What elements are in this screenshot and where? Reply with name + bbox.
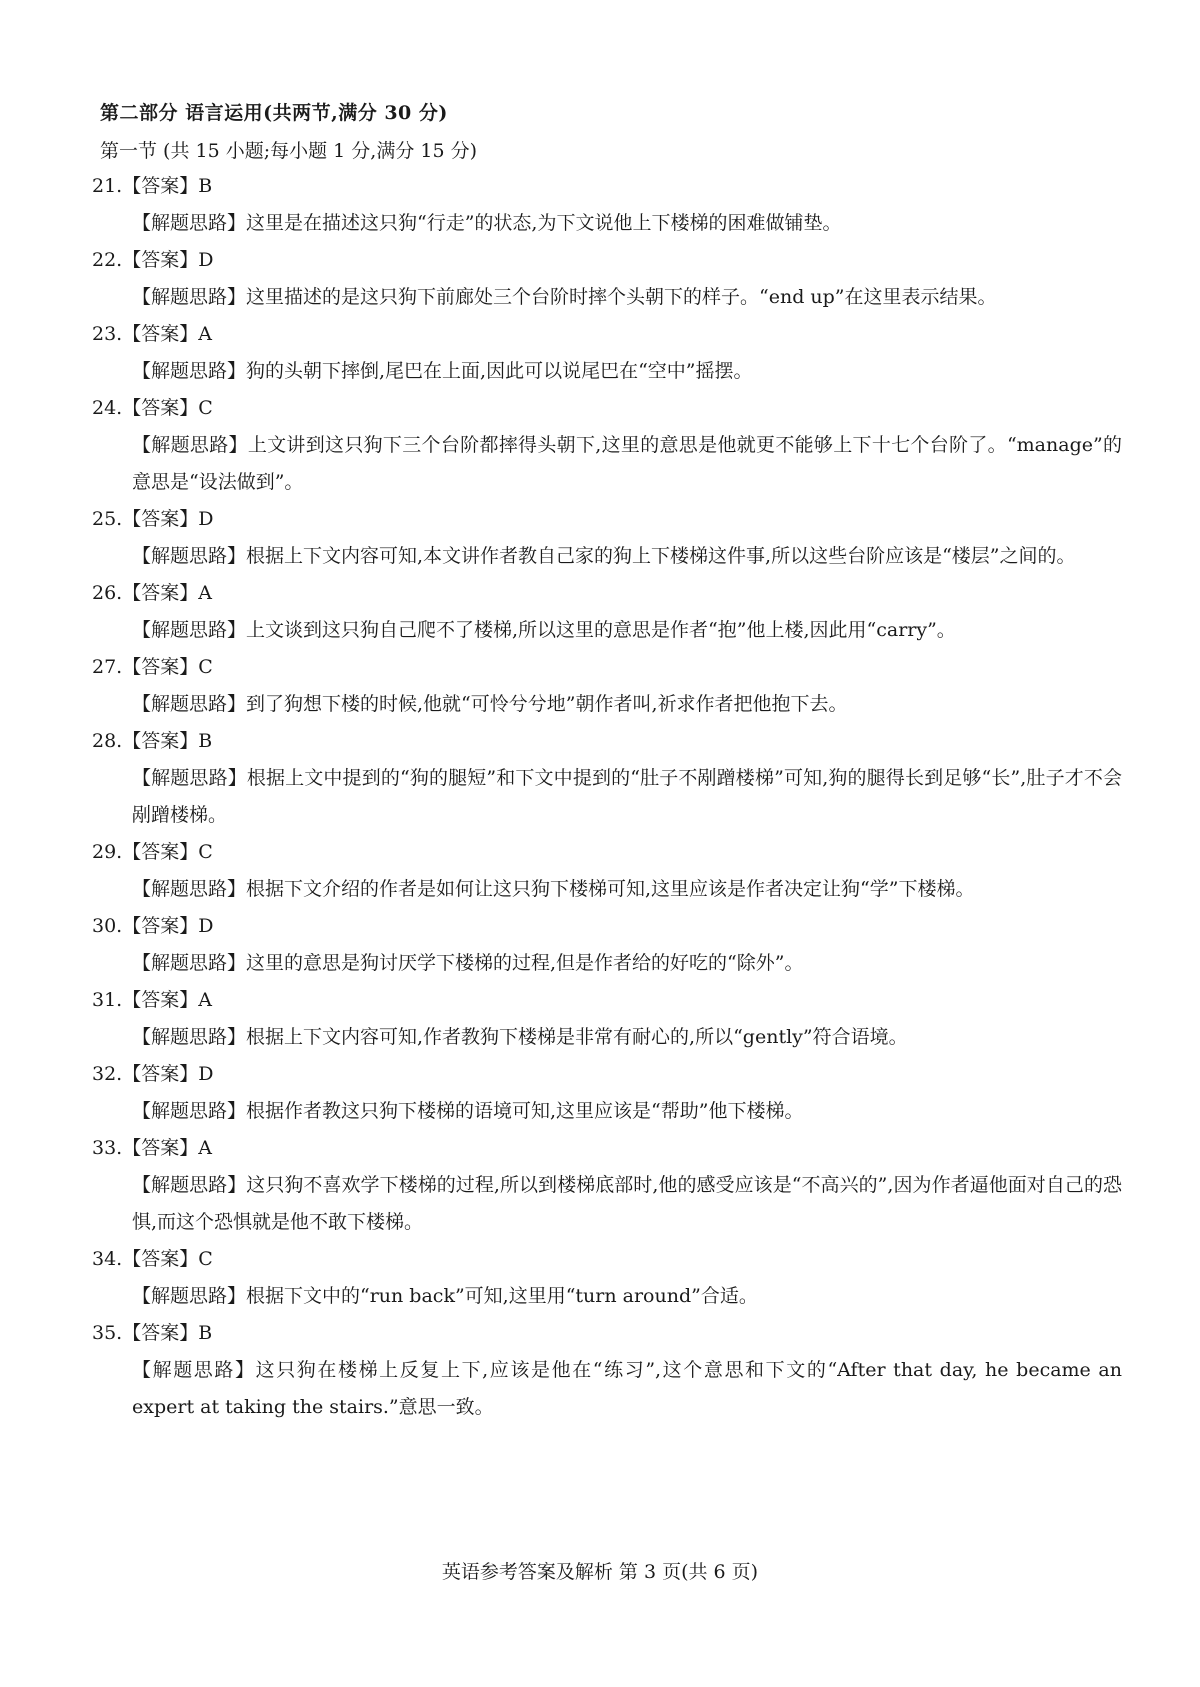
answer-list [92, 168, 1122, 1426]
answer-label: 28.【答案】B [92, 730, 213, 752]
part-title: 第二部分 语言运用(共两节,满分 30 分) [100, 102, 448, 124]
answer-explanation: 【解题思路】上文谈到这只狗自己爬不了楼梯,所以这里的意思是作者“抱”他上楼,因此用“carry”。 [132, 619, 956, 641]
answer-item-32 [92, 1056, 1122, 1130]
section-title: 第一节 (共 15 小题;每小题 1 分,满分 15 分) [100, 140, 477, 162]
answer-explanation: 【解题思路】根据下文介绍的作者是如何让这只狗下楼梯可知,这里应该是作者决定让狗“学”下楼梯。 [132, 878, 975, 900]
answer-label: 27.【答案】C [92, 656, 213, 678]
answer-label: 33.【答案】A [92, 1137, 212, 1159]
answer-label: 34.【答案】C [92, 1248, 213, 1270]
answer-item-25 [92, 501, 1122, 575]
answer-label: 26.【答案】A [92, 582, 212, 604]
answer-explanation: 【解题思路】这只狗在楼梯上反复上下,应该是他在“练习”,这个意思和下文的“After that day, he became an expert at taking the stairs.”意思一致。 [132, 1359, 1122, 1418]
answer-item-31 [92, 982, 1122, 1056]
answer-explanation: 【解题思路】根据上下文内容可知,本文讲作者教自己家的狗上下楼梯这件事,所以这些台阶应该是“楼层”之间的。 [132, 545, 1076, 567]
answer-item-30 [92, 908, 1122, 982]
answer-explanation: 【解题思路】这里描述的是这只狗下前廊处三个台阶时摔个头朝下的样子。“end up”在这里表示结果。 [132, 286, 997, 308]
answer-explanation: 【解题思路】这里的意思是狗讨厌学下楼梯的过程,但是作者给的好吃的“除外”。 [132, 952, 804, 974]
answer-label: 31.【答案】A [92, 989, 212, 1011]
page-footer: 英语参考答案及解析 第 3 页(共 6 页) [441, 1561, 759, 1583]
answer-explanation: 【解题思路】根据上下文内容可知,作者教狗下楼梯是非常有耐心的,所以“gently”符合语境。 [132, 1026, 908, 1048]
answer-item-34 [92, 1241, 1122, 1315]
answer-explanation: 【解题思路】根据上文中提到的“狗的腿短”和下文中提到的“肚子不剐蹭楼梯”可知,狗的腿得长到足够“长”,肚子才不会剐蹭楼梯。 [132, 767, 1122, 826]
answer-item-22 [92, 242, 1122, 316]
answer-explanation: 【解题思路】根据作者教这只狗下楼梯的语境可知,这里应该是“帮助”他下楼梯。 [132, 1100, 804, 1122]
answer-explanation: 【解题思路】狗的头朝下摔倒,尾巴在上面,因此可以说尾巴在“空中”摇摆。 [132, 360, 753, 382]
answer-item-27 [92, 649, 1122, 723]
answer-label: 24.【答案】C [92, 397, 213, 419]
answer-item-26 [92, 575, 1122, 649]
answer-label: 22.【答案】D [92, 249, 214, 271]
answer-label: 23.【答案】A [92, 323, 212, 345]
answer-explanation: 【解题思路】上文讲到这只狗下三个台阶都摔得头朝下,这里的意思是他就更不能够上下十七个台阶了。“manage”的意思是“设法做到”。 [132, 434, 1122, 493]
answer-item-33 [92, 1130, 1122, 1241]
answer-label: 25.【答案】D [92, 508, 214, 530]
answer-label: 29.【答案】C [92, 841, 213, 863]
answer-item-29 [92, 834, 1122, 908]
answer-item-23 [92, 316, 1122, 390]
answer-explanation: 【解题思路】到了狗想下楼的时候,他就“可怜兮兮地”朝作者叫,祈求作者把他抱下去。 [132, 693, 848, 715]
answer-label: 35.【答案】B [92, 1322, 213, 1344]
answer-explanation: 【解题思路】这只狗不喜欢学下楼梯的过程,所以到楼梯底部时,他的感受应该是“不高兴的”,因为作者逼他面对自己的恐惧,而这个恐惧就是他不敢下楼梯。 [132, 1174, 1122, 1233]
answer-item-21 [92, 168, 1122, 242]
answer-label: 21.【答案】B [92, 175, 213, 197]
answer-explanation: 【解题思路】这里是在描述这只狗“行走”的状态,为下文说他上下楼梯的困难做铺垫。 [132, 212, 842, 234]
answer-item-28 [92, 723, 1122, 834]
answer-label: 30.【答案】D [92, 915, 214, 937]
answer-explanation: 【解题思路】根据下文中的“run back”可知,这里用“turn around”合适。 [132, 1285, 758, 1307]
answer-item-35 [92, 1315, 1122, 1426]
answer-item-24 [92, 390, 1122, 501]
answer-label: 32.【答案】D [92, 1063, 214, 1085]
